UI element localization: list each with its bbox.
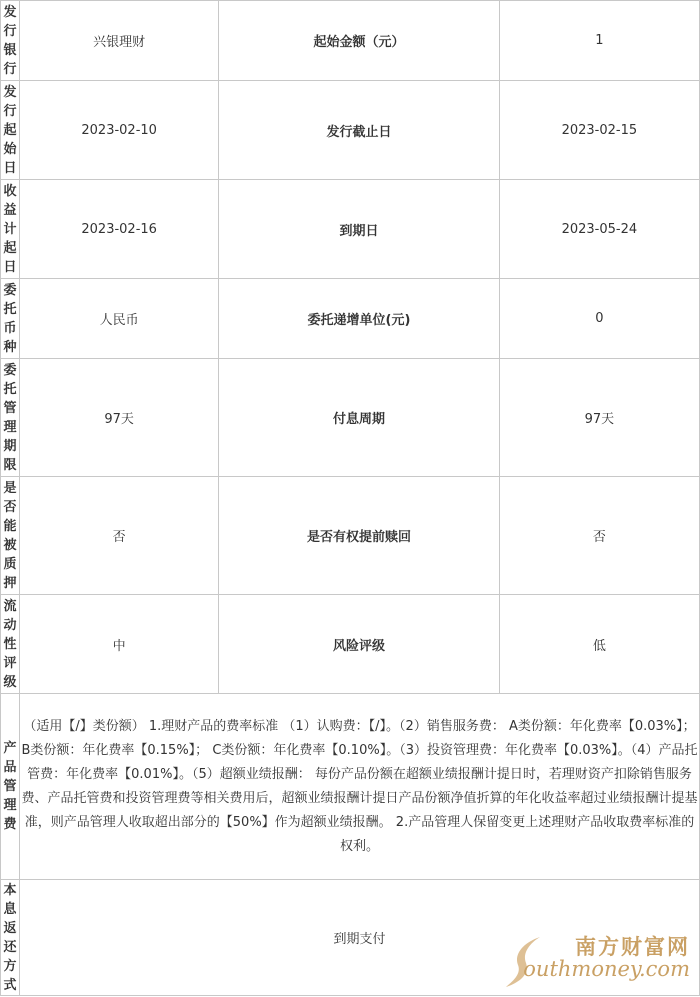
row-value2: 97天	[499, 359, 699, 477]
row-value: 97天	[20, 359, 219, 477]
row-value2: 2023-05-24	[499, 180, 699, 279]
row-label: 流动性评级	[1, 595, 20, 694]
table-row	[1, 1, 700, 81]
row-key: 到期日	[219, 180, 499, 279]
row-label: 发行银行	[1, 1, 20, 81]
table-row	[1, 279, 700, 359]
row-value2: 低	[499, 595, 699, 694]
row-key: 起始金额（元）	[219, 1, 499, 81]
row-value2: 1	[499, 1, 699, 81]
watermark-en: outhmoney.com	[523, 957, 690, 981]
row-value: 否	[20, 477, 219, 595]
row-value2: 否	[499, 477, 699, 595]
row-label: 委托币种	[1, 279, 20, 359]
fee-label: 产品管理费	[1, 694, 20, 880]
row-value2: 0	[499, 279, 699, 359]
watermark-cn: 南方财富网	[575, 934, 690, 959]
row-value: 2023-02-10	[20, 81, 219, 180]
row-value: 人民币	[20, 279, 219, 359]
payback-label: 本息返还方式	[1, 880, 20, 996]
row-label: 发行起始日	[1, 81, 20, 180]
table-row	[1, 595, 700, 694]
row-key: 委托递增单位(元)	[219, 279, 499, 359]
row-key: 是否有权提前赎回	[219, 477, 499, 595]
table-row	[1, 180, 700, 279]
watermark-logo	[504, 931, 694, 991]
row-value: 2023-02-16	[20, 180, 219, 279]
row-key: 风险评级	[219, 595, 499, 694]
row-key: 付息周期	[219, 359, 499, 477]
table-row	[1, 81, 700, 180]
fee-text: （适用【/】类份额） 1.理财产品的费率标准 （1）认购费：【/】。（2）销售服务费： A类份额：年化费率【0.03%】； B类份额：年化费率【0.15%】； C类份额：年化费率【0.10%】。（3）投资管理费：年化费率【0.03%】。（4）产品托管费：年化费率【0.01%】。（5）超额业绩报酬： 每份产品份额在超额业绩报酬计提日时，若理财资产扣除销售服务费、产品托管费和投资管理费等相关费用后，超额业绩报酬计提日产品份额净值折算的年化收益率超过业绩报酬计提基准，则产品管理人收取超出部分的【50%】作为超额业绩报酬。 2.产品管理人保留变更上述理财产品收取费率标准的权利。	[20, 694, 700, 880]
row-value: 兴银理财	[20, 1, 219, 81]
row-label: 收益计起日	[1, 180, 20, 279]
payback-value: 到期支付	[20, 880, 700, 996]
row-value: 中	[20, 595, 219, 694]
row-label: 是否能被质押	[1, 477, 20, 595]
table-row	[1, 359, 700, 477]
row-value2: 2023-02-15	[499, 81, 699, 180]
row-label: 委托管理期限	[1, 359, 20, 477]
row-key: 发行截止日	[219, 81, 499, 180]
table-row	[1, 477, 700, 595]
table-row-fee	[1, 694, 700, 880]
